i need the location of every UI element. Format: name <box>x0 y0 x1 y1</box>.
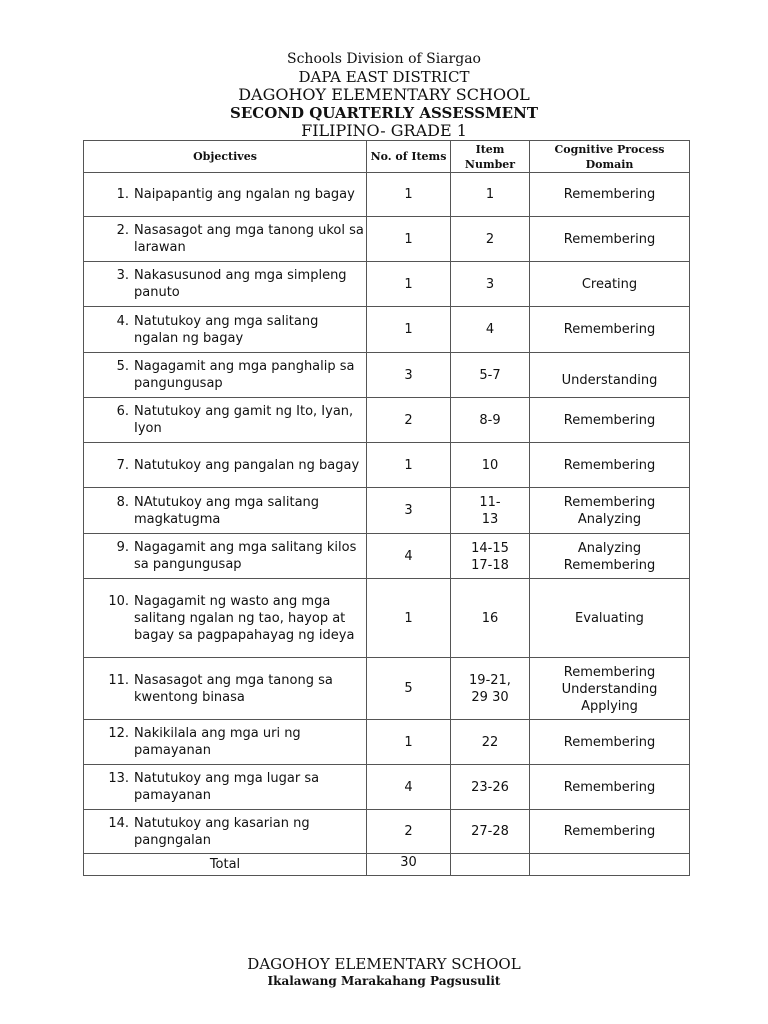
domain-cell: Understanding <box>530 353 690 398</box>
objective-text: Nagagamit ang mga salitang kilos sa pangungusap <box>134 540 357 572</box>
objective-number: 6. <box>116 404 129 419</box>
table-row <box>84 579 690 658</box>
header-cognitive-domain: Cognitive Process Domain <box>530 141 690 173</box>
total-label: Total <box>84 854 367 876</box>
no-items-cell: 1 <box>367 217 451 262</box>
domain-cell: Remembering <box>530 173 690 217</box>
total-item-number-empty <box>451 854 530 876</box>
objective-cell <box>84 488 367 534</box>
domain-cell: Evaluating <box>530 579 690 658</box>
school-name: DAGOHOY ELEMENTARY SCHOOL <box>238 85 530 104</box>
no-items-cell: 1 <box>367 443 451 488</box>
item-number-cell: 3 <box>451 262 530 307</box>
no-items-cell: 1 <box>367 262 451 307</box>
no-items-cell: 3 <box>367 353 451 398</box>
domain-cell: Remembering <box>530 720 690 765</box>
domain-cell: Remembering Analyzing <box>530 488 690 534</box>
domain-cell: Remembering <box>530 443 690 488</box>
objective-text: Nasasagot ang mga tanong sa kwentong binasa <box>134 672 333 705</box>
district-name: DAPA EAST DISTRICT <box>298 68 470 86</box>
objective-cell <box>84 262 367 307</box>
item-number-cell: 16 <box>451 579 530 658</box>
assessment-title: SECOND QUARTERLY ASSESSMENT <box>230 104 538 122</box>
header-objectives: Objectives <box>84 141 367 173</box>
table-row <box>84 217 690 262</box>
header-no-items: No. of Items <box>367 141 451 173</box>
no-items-cell: 1 <box>367 307 451 353</box>
table-row <box>84 488 690 534</box>
objective-number: 11. <box>108 672 129 688</box>
table-row <box>84 720 690 765</box>
objective-cell <box>84 443 367 488</box>
domain-cell: Remembering <box>530 307 690 353</box>
objective-cell <box>84 534 367 579</box>
objective-text: Nakasusunod ang mga simpleng panuto <box>134 268 347 300</box>
item-number-cell: 2 <box>451 217 530 262</box>
objective-cell <box>84 353 367 398</box>
no-items-cell: 5 <box>367 658 451 720</box>
item-number-cell: 4 <box>451 307 530 353</box>
table-row <box>84 398 690 443</box>
item-number-cell: 5-7 <box>451 353 530 398</box>
item-number-cell: 23-26 <box>451 765 530 810</box>
item-number-cell: 11- 13 <box>451 488 530 534</box>
objective-text: Nakikilala ang mga uri ng pamayanan <box>134 726 301 758</box>
document-footer <box>0 955 768 989</box>
item-number-cell: 1 <box>451 173 530 217</box>
domain-cell: Remembering Understanding Applying <box>530 658 690 720</box>
objective-text: Nagagamit ang mga panghalip sa pangungusap <box>134 359 355 391</box>
objective-number: 12. <box>108 726 129 741</box>
objective-text: Nasasagot ang mga tanong ukol sa larawan <box>134 223 364 255</box>
no-items-cell: 2 <box>367 398 451 443</box>
objective-number: 9. <box>116 540 129 555</box>
division-name: Schools Division of Siargao <box>287 51 481 67</box>
objective-cell <box>84 217 367 262</box>
objective-text: Natutukoy ang mga salitang ngalan ng bagay <box>134 313 319 346</box>
objective-cell <box>84 720 367 765</box>
no-items-cell: 1 <box>367 173 451 217</box>
domain-cell: Analyzing Remembering <box>530 534 690 579</box>
objective-number: 14. <box>108 815 129 831</box>
table-row <box>84 307 690 353</box>
table-row <box>84 534 690 579</box>
document-header <box>0 50 768 140</box>
no-items-cell: 4 <box>367 534 451 579</box>
objective-text: Natutukoy ang mga lugar sa pamayanan <box>134 771 320 803</box>
table-row <box>84 262 690 307</box>
objective-text: Natutukoy ang pangalan ng bagay <box>134 457 360 473</box>
item-number-cell: 19-21, 29 30 <box>451 658 530 720</box>
objective-text: Natutukoy ang gamit ng Ito, Iyan, Iyon <box>134 404 354 436</box>
objective-cell <box>84 307 367 353</box>
objective-text: NAtutukoy ang mga salitang magkatugma <box>134 494 320 527</box>
objective-number: 10. <box>108 593 129 609</box>
header-item-number: Item Number <box>451 141 530 173</box>
objective-number: 8. <box>116 494 129 510</box>
objective-number: 5. <box>116 359 129 374</box>
footer-subtitle: Ikalawang Marakahang Pagsusulit <box>267 974 501 988</box>
total-domain-empty <box>530 854 690 876</box>
no-items-cell: 4 <box>367 765 451 810</box>
objective-cell <box>84 173 367 217</box>
objective-number: 13. <box>108 771 129 786</box>
objective-number: 7. <box>116 457 129 473</box>
objective-text: Naipapantig ang ngalan ng bagay <box>134 187 355 202</box>
objective-cell <box>84 765 367 810</box>
objective-cell <box>84 810 367 854</box>
domain-cell: Remembering <box>530 217 690 262</box>
domain-cell: Remembering <box>530 398 690 443</box>
objective-number: 1. <box>116 187 129 202</box>
objective-number: 2. <box>116 223 129 238</box>
total-row <box>84 854 690 876</box>
item-number-cell: 27-28 <box>451 810 530 854</box>
domain-cell: Creating <box>530 262 690 307</box>
domain-cell: Remembering <box>530 810 690 854</box>
item-number-cell: 10 <box>451 443 530 488</box>
item-number-cell: 14-15 17-18 <box>451 534 530 579</box>
table-row <box>84 353 690 398</box>
objective-cell <box>84 579 367 658</box>
no-items-cell: 2 <box>367 810 451 854</box>
total-items: 30 <box>367 854 451 876</box>
no-items-cell: 1 <box>367 720 451 765</box>
objective-cell <box>84 658 367 720</box>
table-row <box>84 810 690 854</box>
objective-number: 4. <box>116 313 129 329</box>
objective-text: Natutukoy ang kasarian ng pangngalan <box>134 815 310 848</box>
table-row <box>84 443 690 488</box>
table-of-specifications <box>83 140 690 876</box>
table-row <box>84 173 690 217</box>
item-number-cell: 22 <box>451 720 530 765</box>
table-row <box>84 658 690 720</box>
no-items-cell: 3 <box>367 488 451 534</box>
domain-cell: Remembering <box>530 765 690 810</box>
item-number-cell: 8-9 <box>451 398 530 443</box>
table-row <box>84 765 690 810</box>
table-header-row <box>84 141 690 173</box>
subject-grade: FILIPINO- GRADE 1 <box>301 121 467 140</box>
objective-cell <box>84 398 367 443</box>
objective-text: Nagagamit ng wasto ang mga salitang ngalan ng tao, hayop at bagay sa pagpapahayag ng ideya <box>134 593 355 643</box>
footer-school-name: DAGOHOY ELEMENTARY SCHOOL <box>247 955 521 973</box>
no-items-cell: 1 <box>367 579 451 658</box>
objective-number: 3. <box>116 268 129 283</box>
